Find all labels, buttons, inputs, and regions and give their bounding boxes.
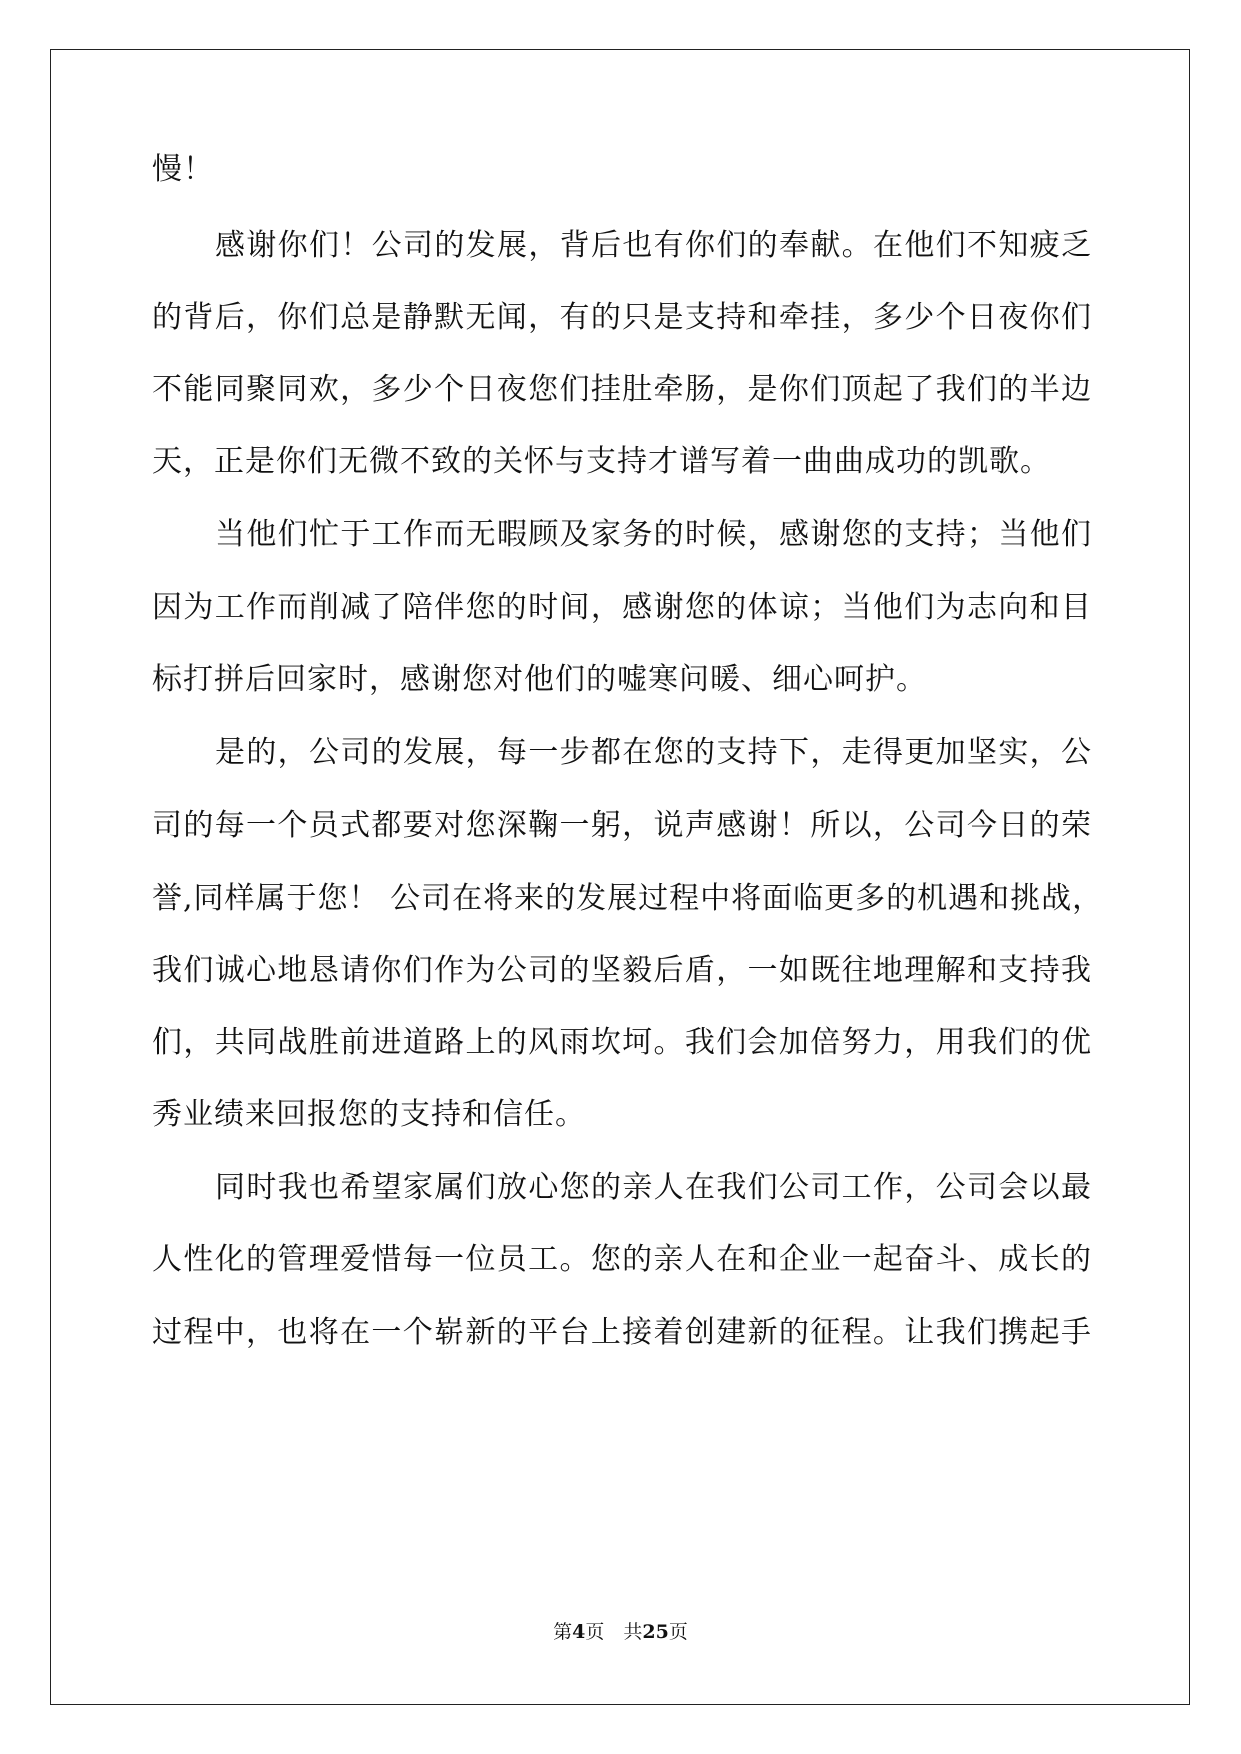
paragraph-start-line: 是的，公司的发展，每一步都在您的支持下，走得更加坚实，公 bbox=[215, 735, 1092, 770]
paragraph-start-line: 当他们忙于工作而无暇顾及家务的时候，感谢您的支持；当他们 bbox=[215, 517, 1092, 552]
text-line: 不能同聚同欢，多少个日夜您们挂肚牵肠，是你们顶起了我们的半边 bbox=[152, 372, 1092, 407]
text-line: 我们诚心地恳请你们作为公司的坚毅后盾，一如既往地理解和支持我 bbox=[152, 953, 1092, 988]
text-line: 慢！ bbox=[152, 152, 214, 187]
footer-middle: 页 共 bbox=[585, 1621, 643, 1643]
text-line: 天，正是你们无微不致的关怀与支持才谱写着一曲曲成功的凯歌。 bbox=[152, 444, 1051, 479]
text-line: 秀业绩来回报您的支持和信任。 bbox=[152, 1097, 586, 1132]
page-number-footer bbox=[0, 1620, 1241, 1644]
text-line: 过程中，也将在一个崭新的平台上接着创建新的征程。让我们携起手 bbox=[152, 1315, 1092, 1350]
total-pages-number: 25 bbox=[642, 1621, 669, 1643]
paragraph-start-line: 感谢你们！公司的发展，背后也有你们的奉献。在他们不知疲乏 bbox=[215, 228, 1092, 263]
text-line: 因为工作而削减了陪伴您的时间，感谢您的体谅；当他们为志向和目 bbox=[152, 590, 1092, 625]
text-line: 誉,同样属于您！ 公司在将来的发展过程中将面临更多的机遇和挑战， bbox=[152, 881, 1104, 916]
text-line: 们，共同战胜前进道路上的风雨坎坷。我们会加倍努力，用我们的优 bbox=[152, 1025, 1092, 1060]
footer-prefix: 第 bbox=[553, 1621, 573, 1643]
current-page-number: 4 bbox=[572, 1621, 586, 1643]
paragraph-start-line: 同时我也希望家属们放心您的亲人在我们公司工作，公司会以最 bbox=[215, 1170, 1092, 1205]
text-line: 标打拼后回家时，感谢您对他们的嘘寒问暖、细心呵护。 bbox=[152, 662, 927, 697]
text-line: 人性化的管理爱惜每一位员工。您的亲人在和企业一起奋斗、成长的 bbox=[152, 1242, 1092, 1277]
text-line: 司的每一个员式都要对您深鞠一躬，说声感谢！所以，公司今日的荣 bbox=[152, 808, 1092, 843]
footer-suffix: 页 bbox=[668, 1621, 688, 1643]
text-line: 的背后，你们总是静默无闻，有的只是支持和牵挂，多少个日夜你们 bbox=[152, 300, 1092, 335]
